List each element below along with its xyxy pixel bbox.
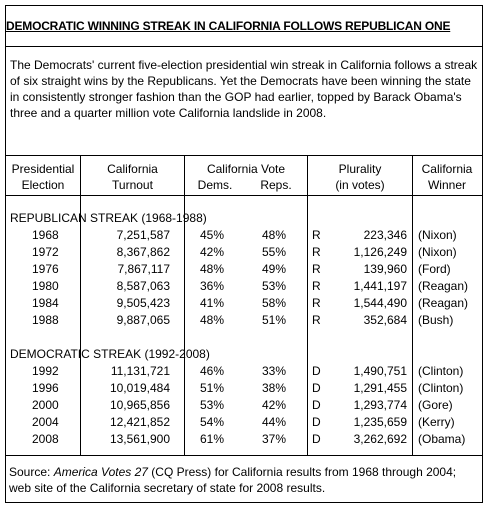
cell-dems: 36% [199,279,224,293]
header-winner-line1: California [421,162,473,176]
cell-reps: 51% [261,313,286,327]
cell-reps: 53% [261,279,286,293]
cell-dems: 45% [199,228,224,242]
cell-winner: (Ford) [418,262,451,276]
cell-reps: 38% [261,381,286,395]
cell-party: D [312,415,321,429]
cell-turnout: 8,367,862 [116,245,170,259]
header-turnout-line1: California [107,162,158,176]
column-divider [412,155,413,455]
cell-winner: (Obama) [418,432,466,446]
source-note [9,464,479,496]
column-divider [184,155,185,455]
cell-dems: 53% [199,398,224,412]
cell-winner: (Nixon) [418,228,457,242]
cell-winner: (Clinton) [418,364,464,378]
cell-reps: 42% [261,398,286,412]
cell-plurality: 1,235,659 [353,415,407,429]
cell-turnout: 12,421,852 [109,415,170,429]
cell-turnout: 7,867,117 [117,262,170,276]
cell-party: D [312,381,321,395]
cell-year: 1992 [32,364,59,378]
cell-party: R [312,313,321,327]
cell-dems: 42% [199,245,224,259]
cell-plurality: 139,960 [363,262,407,276]
cell-dems: 61% [199,432,224,446]
header-turnout-line2: Turnout [112,178,153,192]
cell-dems: 48% [199,313,224,327]
header-election-line1: Presidential [11,162,75,176]
cell-winner: (Clinton) [418,381,464,395]
cell-plurality: 3,262,692 [353,432,407,446]
cell-party: R [312,279,321,293]
column-divider [80,155,81,455]
cell-winner: (Kerry) [418,415,455,429]
cell-plurality: 1,291,455 [353,381,407,395]
section-label-republican: REPUBLICAN STREAK (1968-1988) [10,211,207,225]
cell-dems: 51% [199,381,224,395]
cell-year: 2008 [32,432,59,446]
cell-winner: (Reagan) [418,296,469,310]
cell-winner: (Gore) [418,398,453,412]
cell-turnout: 7,251,587 [116,228,170,242]
column-divider [307,155,308,455]
cell-plurality: 1,441,197 [353,279,407,293]
cell-plurality: 1,544,490 [353,296,407,310]
cell-party: D [312,432,321,446]
header-winner-line2: Winner [427,178,466,192]
cell-turnout: 9,887,065 [116,313,170,327]
header-election-line2: Election [21,178,65,192]
cell-turnout: 13,561,900 [109,432,170,446]
section-label-democratic: DEMOCRATIC STREAK (1992-2008) [10,347,210,361]
cell-reps: 48% [261,228,286,242]
header-plurality-line2: (in votes) [335,178,385,192]
cell-year: 2004 [32,415,59,429]
cell-winner: (Bush) [418,313,454,327]
cell-reps: 58% [261,296,286,310]
cell-year: 1972 [32,245,59,259]
footer-divider [5,455,483,456]
cell-plurality: 1,293,774 [353,398,407,412]
intro-paragraph: The Democrats' current five-election presidential win streak in California follows a streak of six straight wins by the Republicans. Yet the Democrats have been winning the state in consistently stronger fashion than the GOP had earlier, topped by Barack Obama's three and a quarter million vote California landslide in 2008. [10,58,478,120]
cell-plurality: 1,126,249 [353,245,407,259]
cell-reps: 55% [261,245,286,259]
cell-reps: 49% [261,262,286,276]
cell-year: 1996 [32,381,59,395]
cell-party: D [312,364,321,378]
cell-party: R [312,245,321,259]
cell-reps: 33% [261,364,286,378]
cell-reps: 44% [261,415,286,429]
page-title: DEMOCRATIC WINNING STREAK IN CALIFORNIA FOLLOWS REPUBLICAN ONE [6,19,451,33]
cell-turnout: 10,019,484 [109,381,170,395]
cell-winner: (Reagan) [418,279,469,293]
header-dems: Dems. [197,178,233,192]
cell-year: 1984 [32,296,59,310]
cell-turnout: 8,587,063 [116,279,170,293]
cell-dems: 41% [199,296,224,310]
cell-plurality: 223,346 [363,228,407,242]
header-plurality-line1: Plurality [338,162,382,176]
cell-party: R [312,296,321,310]
cell-year: 1976 [32,262,59,276]
cell-year: 1980 [32,279,59,293]
source-title: America Votes 27 [53,465,148,479]
cell-plurality: 352,684 [363,313,407,327]
cell-year: 1988 [32,313,59,327]
cell-party: D [312,398,321,412]
header-reps: Reps. [260,178,292,192]
source-prefix: Source: [9,465,54,479]
cell-dems: 46% [199,364,224,378]
cell-turnout: 10,965,856 [109,398,170,412]
header-vote-group: California Vote [206,162,286,176]
source-suffix: (CQ Press) for California results from 1968 through 2004; web site of the California secretary of state for 2008 results. [9,465,457,495]
cell-reps: 37% [261,432,286,446]
cell-year: 2000 [32,398,59,412]
cell-turnout: 11,131,721 [110,364,170,378]
cell-turnout: 9,505,423 [116,296,170,310]
cell-dems: 54% [199,415,224,429]
cell-year: 1968 [32,228,59,242]
cell-plurality: 1,490,751 [353,364,407,378]
cell-winner: (Nixon) [418,245,457,259]
cell-dems: 48% [199,262,224,276]
cell-party: R [312,262,321,276]
cell-party: R [312,228,321,242]
title-divider [5,46,483,47]
